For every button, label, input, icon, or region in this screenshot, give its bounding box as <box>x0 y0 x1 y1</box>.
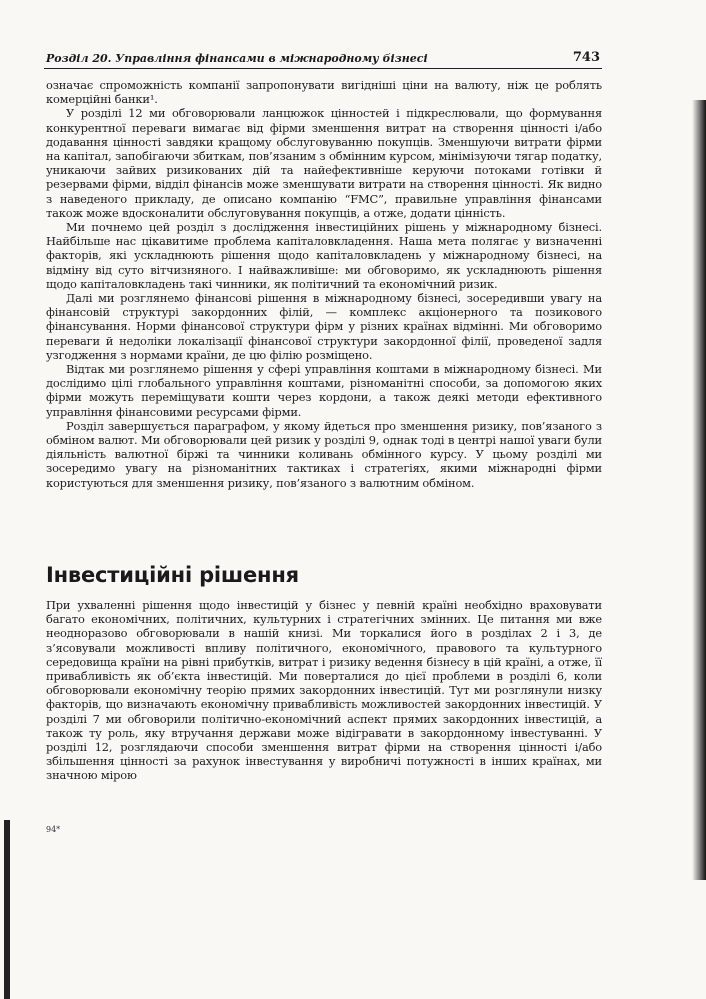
running-head: Розділ 20. Управління фінансами в міжнародному бізнесі <box>46 52 428 65</box>
scan-binding-mark <box>4 820 10 999</box>
page-header <box>44 50 602 69</box>
intro-text <box>46 78 602 490</box>
paragraph: Відтак ми розглянемо рішення у сфері управління коштами в міжнародному бізнесі. Ми дослідимо цілі глобального управління коштами, різноманітні способи, за допомогою яких фірми можуть переміщувати кошти через кордони, а також деякі методи ефективного управління фінансовими ресурсами фірми. <box>46 362 602 419</box>
paragraph: означає спроможність компанії запропонувати вигідніші ціни на валюту, ніж це роблять комерційні банки¹. <box>46 78 602 107</box>
signature-mark: 94* <box>46 825 61 834</box>
section-heading: Інвестиційні рішення <box>46 563 299 587</box>
scan-shadow-edge <box>692 100 706 880</box>
paragraph: Розділ завершується параграфом, у якому йдеться про зменшення ризику, пов’язаного з обміном валют. Ми обговорювали цей ризик у розділі 9, однак тоді в центрі нашої уваги були діяльність валютної біржі та чинники коливань обмінного курсу. У цьому розділі ми зосередимо увагу на різноманітних тактиках і стратегіях, якими міжнародні фірми користуються для зменшення ризику, пов’язаного з валютним обміном. <box>46 418 602 490</box>
paragraph: У розділі 12 ми обговорювали ланцюжок цінностей і підкреслювали, що формування конкурентної переваги вимагає від фірми зменшення витрат на створення цінності і/або додавання цінності завдяки кращому обслуговуванню покупців. Зменшуючи витрати фірми на капітал, запобігаючи збиткам, пов’язаним з обмінним курсом, мінімізуючи тягар податку, уникаючи зайвих ризикованих дій та найефективніше керуючи потоками готівки й резервами фірми, відділ фінансів може зменшувати витрати на створення цінності. Як видно з наведеного прикладу, де описано компанію “FMC”, правильне управління фінансами також може вдосконалити обслуговування покупців, а отже, додати цінність. <box>46 106 602 220</box>
paragraph: При ухваленні рішення щодо інвестицій у бізнес у певній країні необхідно враховувати багато економічних, політичних, культурних і стратегічних змінних. Це питання ми вже неодноразово обговорювали в нашій книзі. Ми торкалися його в розділах 2 і 3, де з’ясовували можливості впливу політичного, економічного, правового та культурного середовища країни на рівні прибутків, витрат і ризику ведення бізнесу в цій країні, а отже, її привабливість як об’єкта інвестицій. Ми поверталися до цієї проблеми в розділі 6, коли обговорювали економічну теорію прямих закордонних інвестицій. Тут ми розглянули низку факторів, що визначають економічну привабливість можливостей закордонних інвестицій. У розділі 7 ми обговорили політично-економічний аспект прямих закордонних інвестицій, а також ту роль, яку втручання держави може відігравати в закордонному інвестуванні. У розділі 12, розглядаючи способи зменшення витрат фірми на створення цінності і/або збільшення цінності за рахунок інвестування у виробничі потужності в інших країнах, ми значною мірою <box>46 598 602 783</box>
section-text <box>46 598 602 783</box>
paragraph: Ми почнемо цей розділ з дослідження інвестиційних рішень у міжнародному бізнесі. Найбільше нас цікавитиме проблема капіталовкладення. Наша мета полягає у визначенні факторів, які ускладнюють рішення щодо капіталовкладень у міжнародному бізнесі, на відміну від суто вітчизняного. І найважливіше: ми обговоримо, як ускладнюють рішення щодо капіталовкладень такі чинники, як політичний та економічний ризик. <box>46 220 602 291</box>
page-number: 743 <box>572 50 600 65</box>
paragraph: Далі ми розглянемо фінансові рішення в міжнародному бізнесі, зосередивши увагу на фінансовій структурі закордонних філій, — комплекс акціонерного та позикового фінансування. Норми фінансової структури фірм у різних країнах відмінні. Ми обговоримо переваги й недоліки локалізації фінансової структури закордонної філії, проведеної задля узгодження з нормами країни, де цю філію розміщено. <box>46 291 602 362</box>
